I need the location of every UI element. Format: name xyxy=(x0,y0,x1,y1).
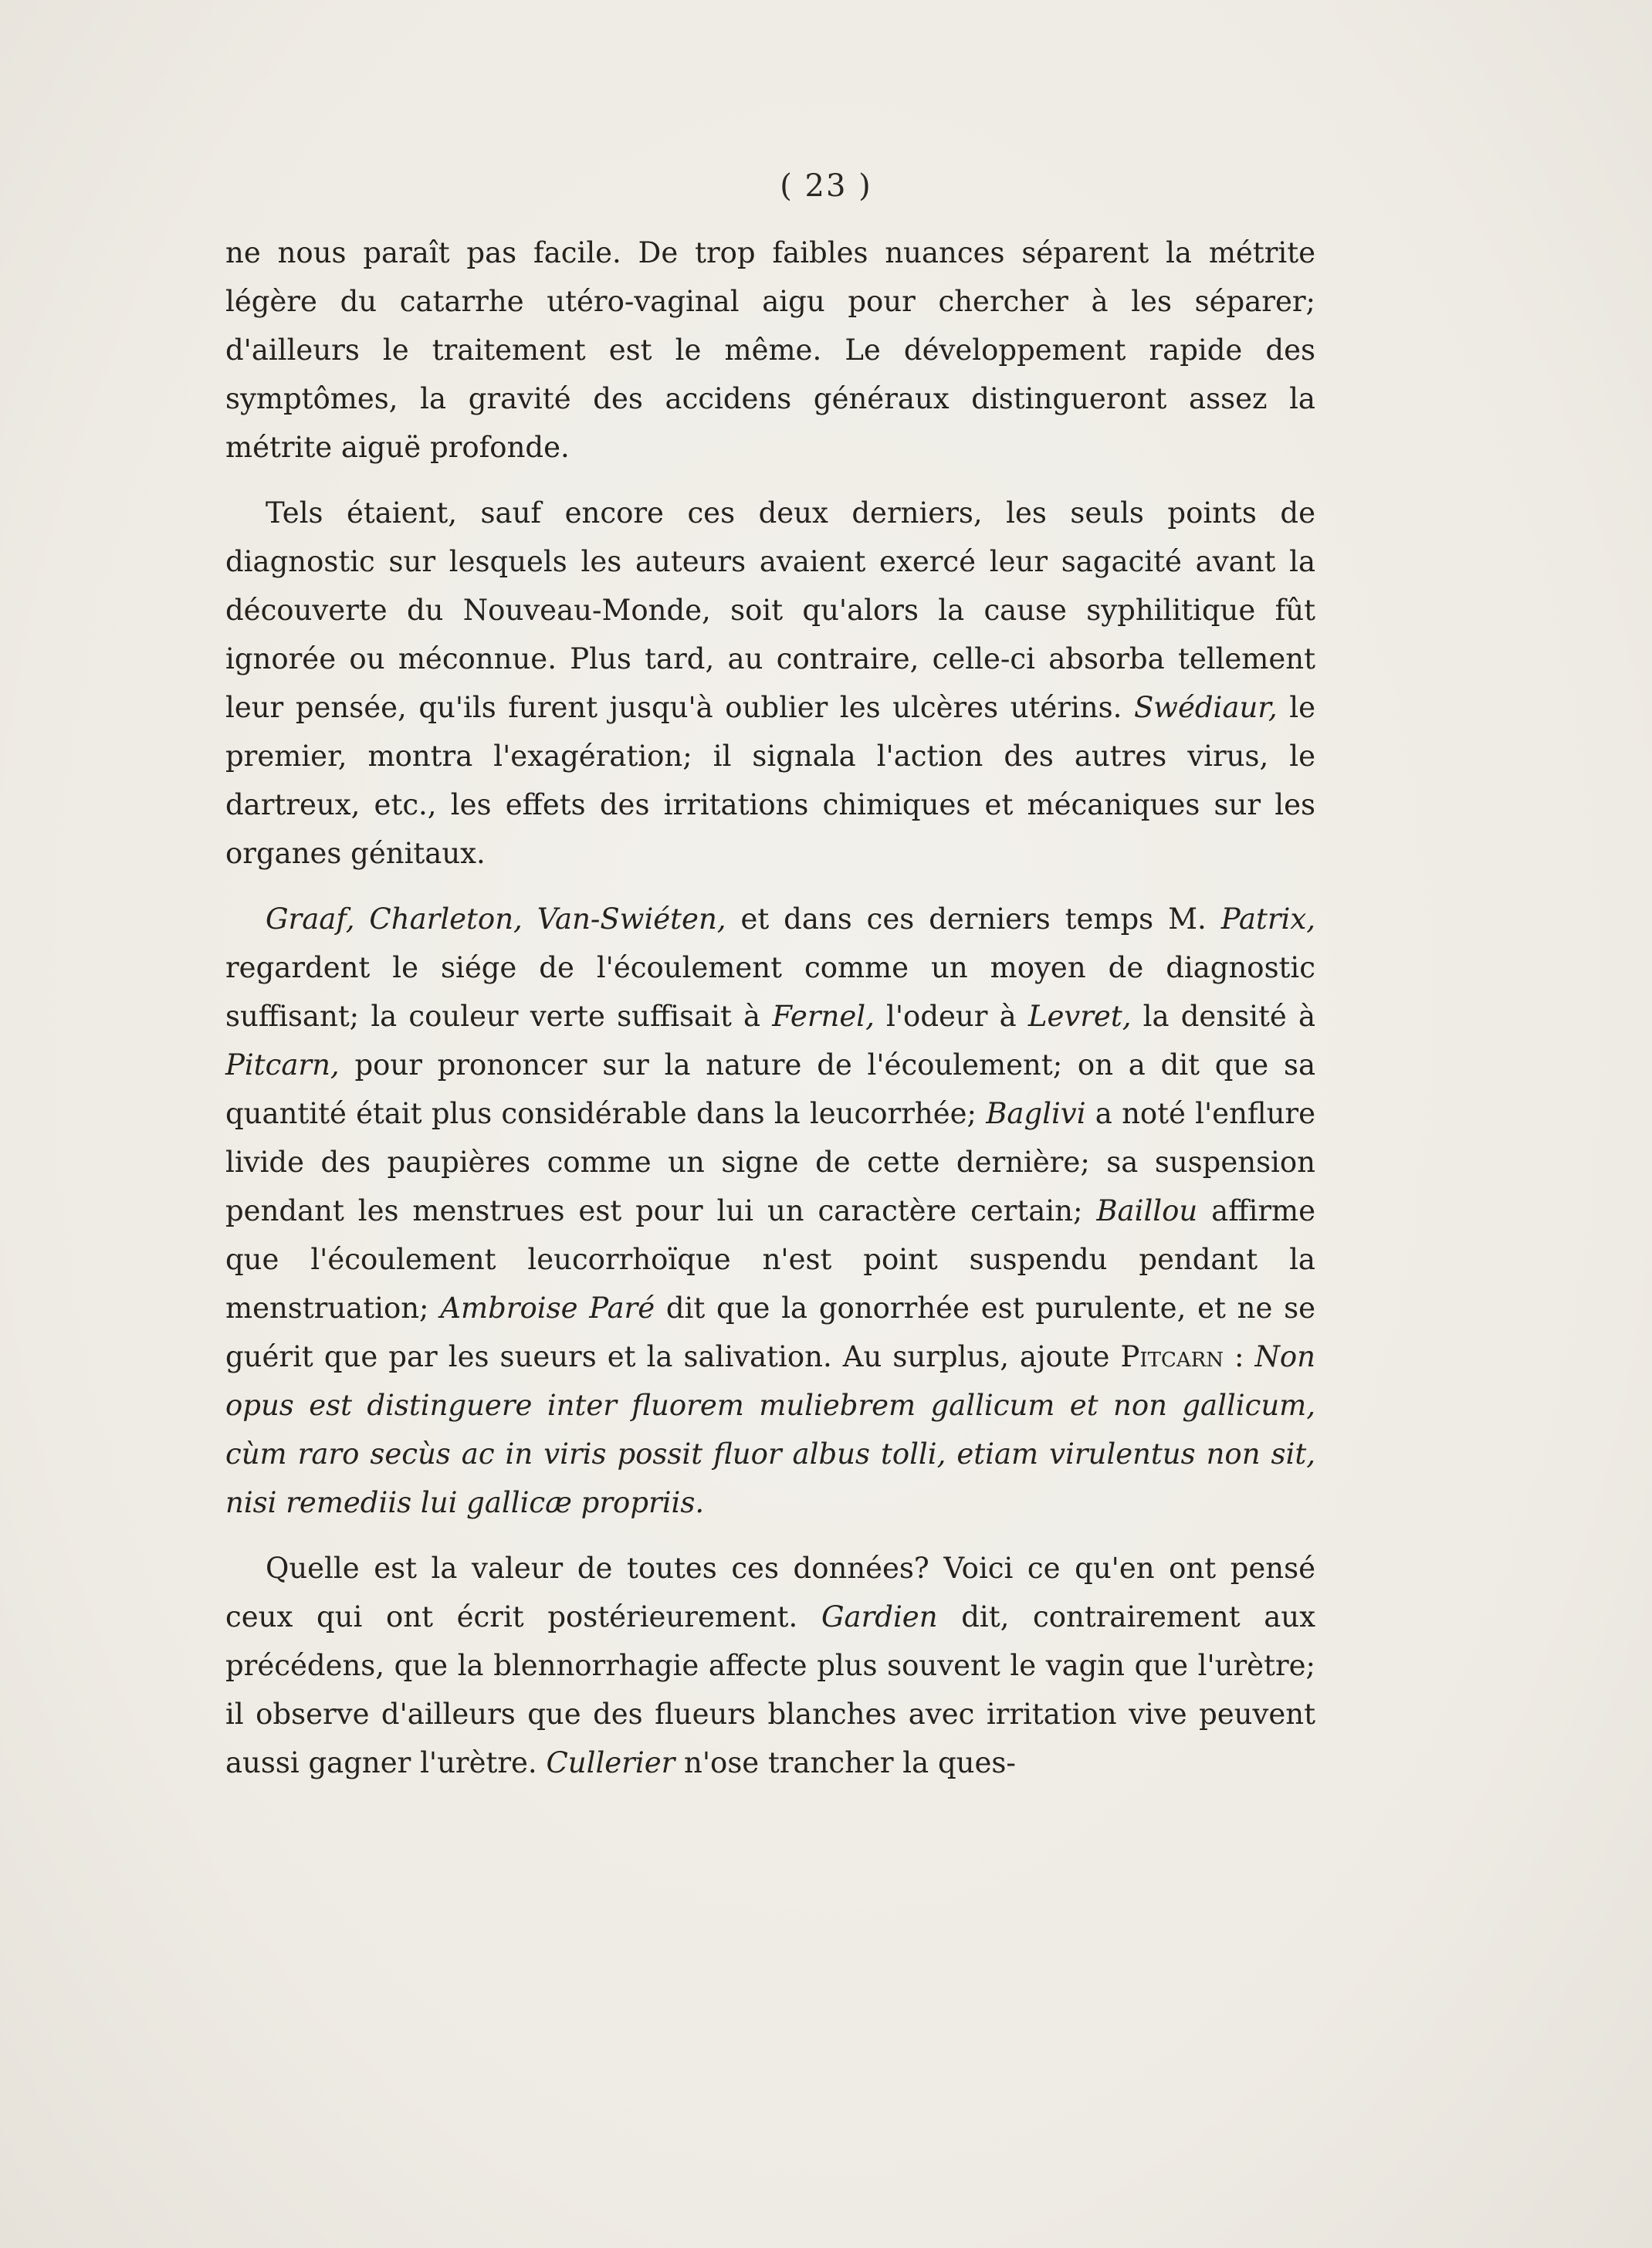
text-run: affirme que l'écoulement leucorrhoïque n'est point suspendu pendant la menstruation; xyxy=(225,1194,1315,1325)
page-number: ( 23 ) xyxy=(780,168,872,204)
text-run: pour prononcer sur la nature de l'écoulement; on a dit que sa quantité était plus considérable dans la leucorrhée; xyxy=(225,1048,1315,1130)
paragraph xyxy=(225,1544,1315,1787)
text-run: Tels étaient, sauf encore ces deux derniers, les seuls points de diagnostic sur lesquels les auteurs avaient exercé leur sagacité avant la découverte du Nouveau-Monde, soit qu'alors la cause syphilitique fût ignorée ou méconnue. Plus tard, au contraire, celle-ci absorba tellement leur pensée, qu'ils furent jusqu'à oublier les ulcères utérins. xyxy=(225,496,1315,724)
italic-name: Ambroise Paré xyxy=(440,1292,655,1325)
latin-quote: Non opus est distinguere inter fluorem muliebrem gallicum et non gallicum, cùm raro secùs ac in viris possit fluor albus tolli, etiam virulentus non sit, nisi remediis lui gallicæ propriis. xyxy=(225,1340,1315,1519)
text-run: n'ose trancher la ques- xyxy=(675,1746,1016,1779)
text-run: Quelle est la valeur de toutes ces données? Voici ce qu'en ont pensé ceux qui ont écrit postérieurement. xyxy=(225,1552,1315,1634)
text-run: la densité à xyxy=(1131,1000,1315,1033)
text-run: l'odeur à xyxy=(874,1000,1028,1033)
paragraph xyxy=(225,895,1315,1527)
body-text xyxy=(225,229,1315,1787)
text-run: ne nous paraît pas facile. De trop faibles nuances séparent la métrite légère du catarrhe utéro-vaginal aigu pour chercher à les séparer; d'ailleurs le traitement est le même. Le développement rapide des symptômes, la gravité des accidens généraux distingueront assez la métrite aiguë profonde. xyxy=(225,236,1315,464)
text-run: et dans ces derniers temps M. xyxy=(726,902,1221,936)
italic-name: Pitcarn, xyxy=(225,1048,340,1082)
paragraph xyxy=(225,229,1315,472)
text-run: dit que la gonorrhée est purulente, et ne se guérit que par les sueurs et la salivation. Au surplus, ajoute xyxy=(225,1292,1315,1373)
text-run: regardent le siége de l'écoulement comme un moyen de diagnostic suffisant; la couleur verte suffisait à xyxy=(225,951,1315,1033)
text-run: dit, contrairement aux précédens, que la blennorrhagie affecte plus souvent le vagin que l'urètre; il observe d'ailleurs que des flueurs blanches avec irritation vive peuvent aussi gagner l'urètre. xyxy=(225,1600,1315,1779)
paragraph xyxy=(225,489,1315,878)
text-run: : xyxy=(1223,1340,1255,1373)
small-caps-name: Pitcarn xyxy=(1120,1340,1224,1373)
italic-name: Baillou xyxy=(1096,1194,1198,1227)
text-run: a noté l'enflure livide des paupières comme un signe de cette dernière; sa suspension pendant les menstrues est pour lui un caractère certain; xyxy=(225,1097,1315,1227)
text-run: le premier, montra l'exagération; il signala l'action des autres virus, le dartreux, etc., les effets des irritations chimiques et mécaniques sur les organes génitaux. xyxy=(225,691,1315,870)
italic-name: Baglivi xyxy=(986,1097,1086,1130)
italic-name: Gardien xyxy=(821,1600,938,1634)
italic-name: Graaf, Charleton, Van-Swiéten, xyxy=(266,902,726,936)
italic-name: Fernel, xyxy=(772,1000,875,1033)
italic-name: Levret, xyxy=(1027,1000,1132,1033)
italic-name: Patrix, xyxy=(1220,902,1315,936)
italic-name: Cullerier xyxy=(546,1746,675,1779)
italic-name: Swédiaur, xyxy=(1133,691,1278,724)
